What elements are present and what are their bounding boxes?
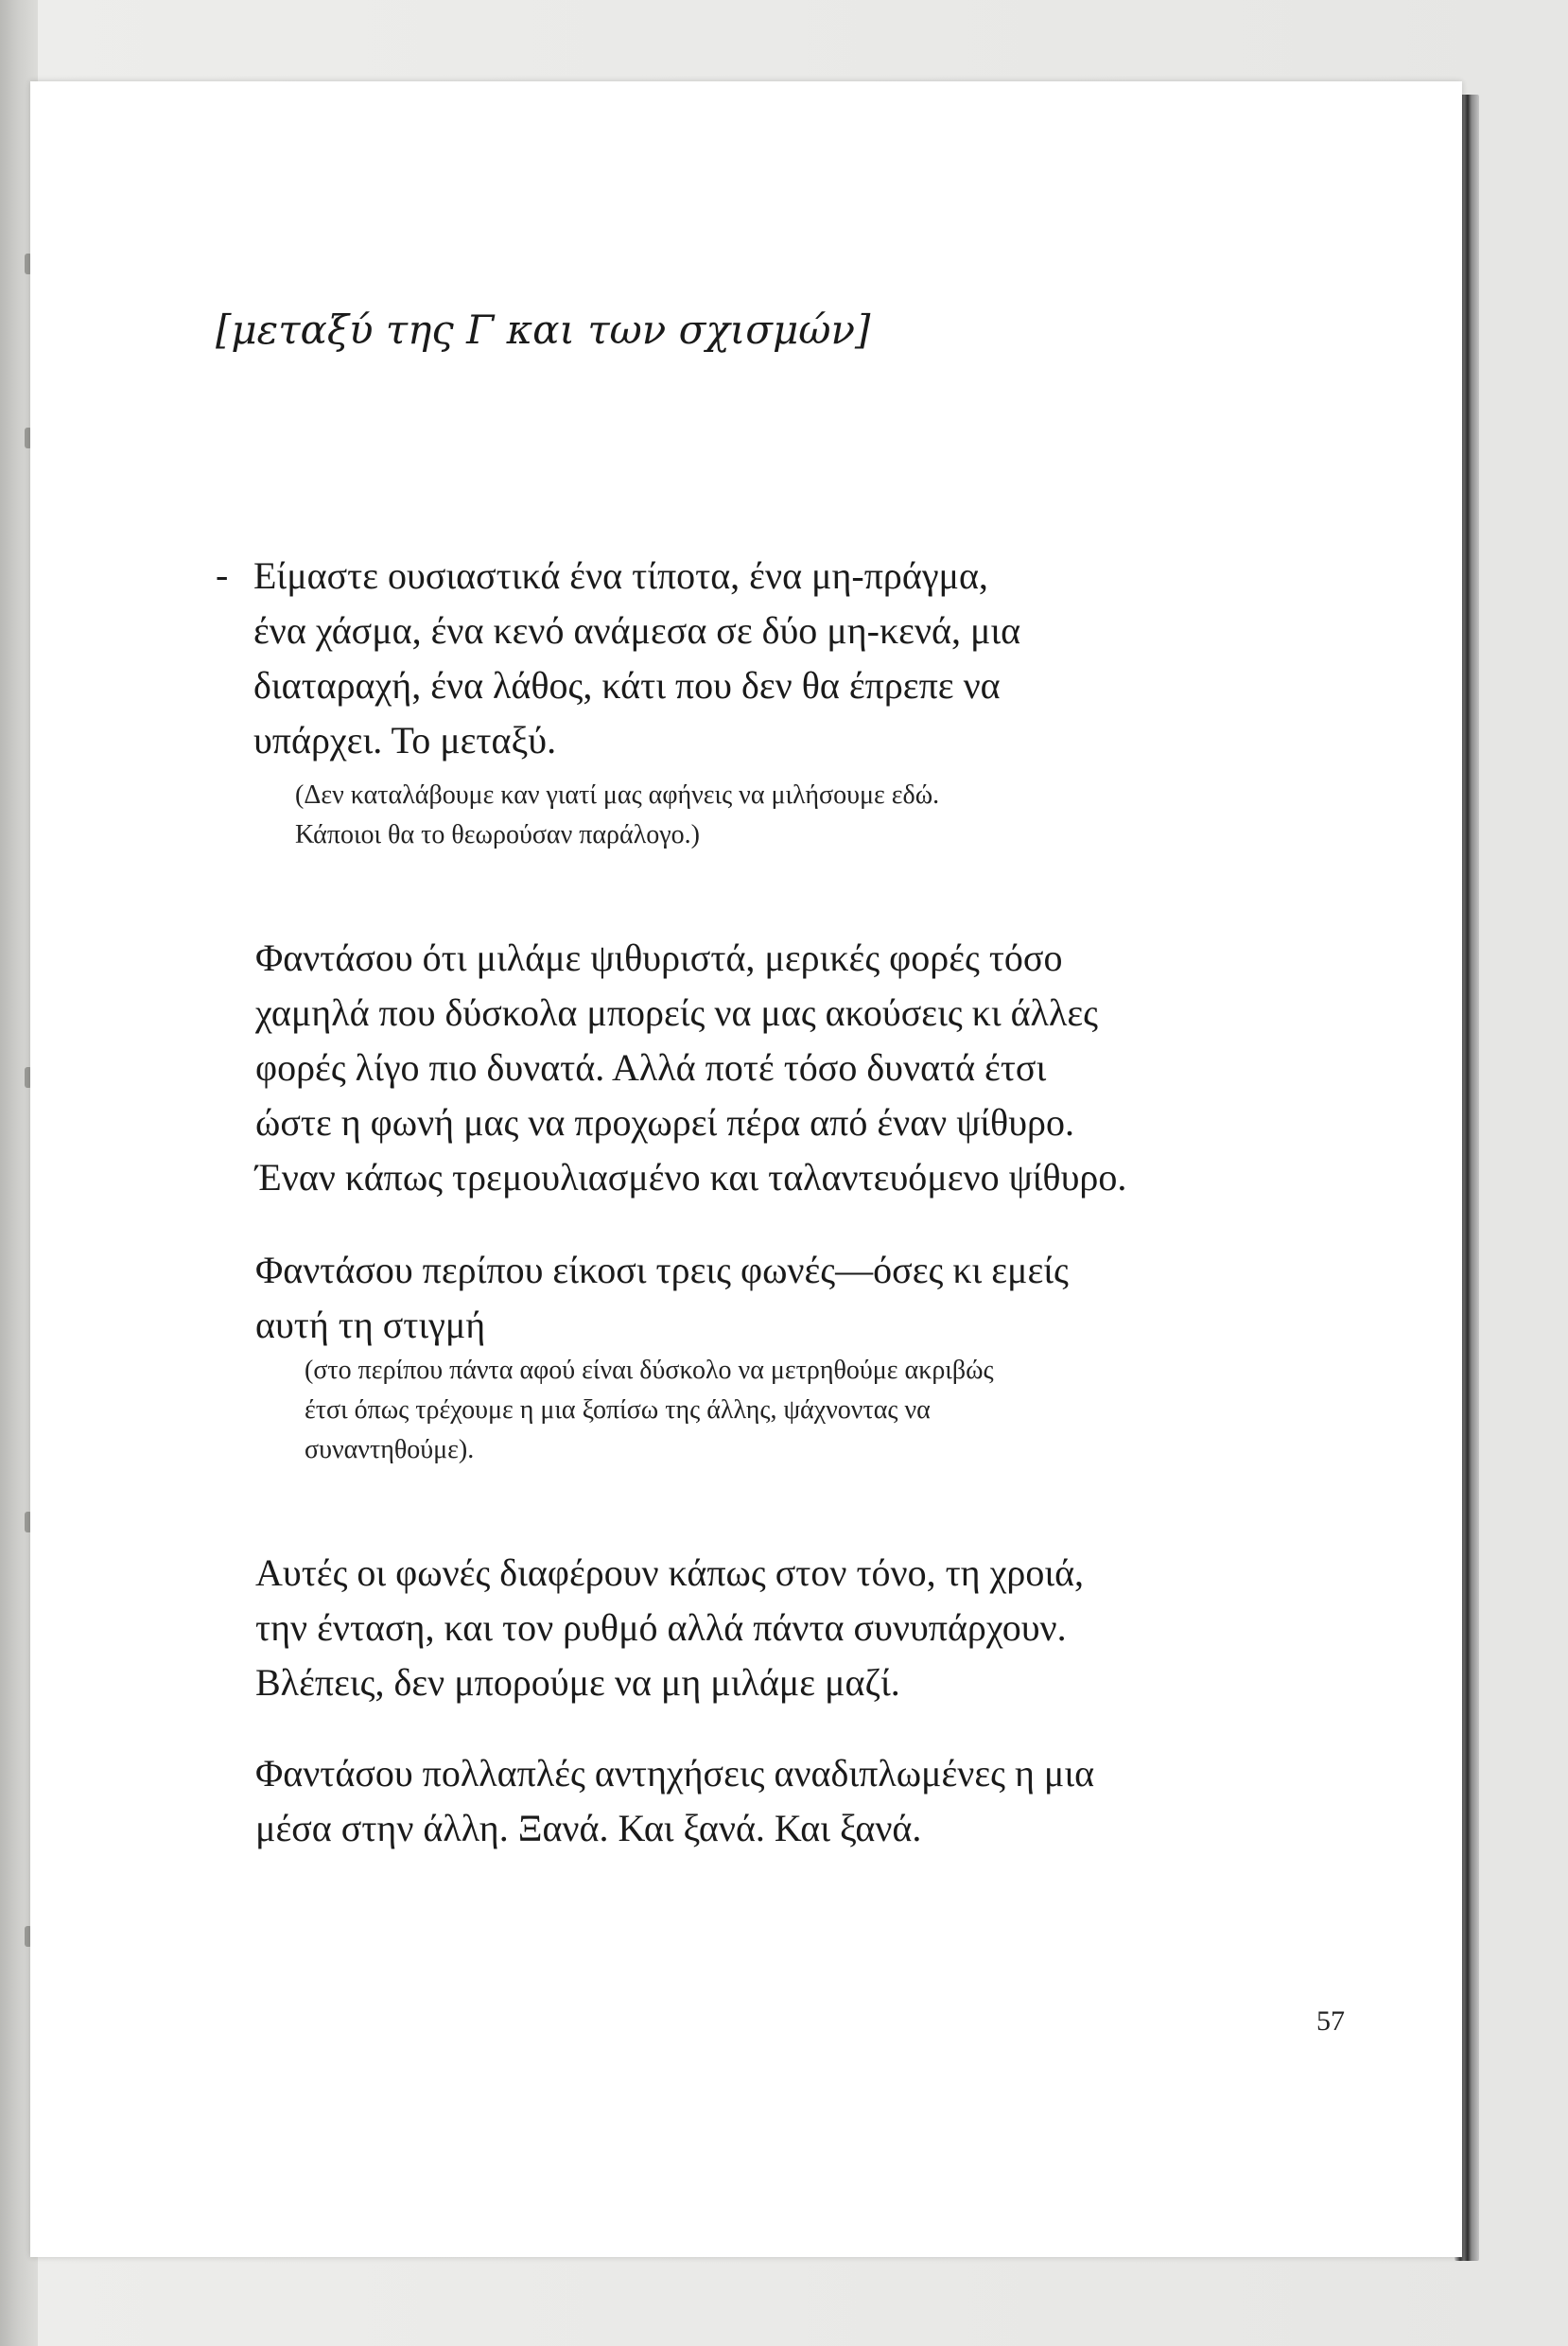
text-line: Φαντάσου περίπου είκοσι τρεις φωνές—όσες κι εμείς: [255, 1249, 1069, 1291]
text-line: ένα χάσμα, ένα κενό ανάμεσα σε δύο μη-κενά, μια: [253, 609, 1021, 652]
paragraph-5: [255, 1746, 1371, 1856]
text-line: Έναν κάπως τρεμουλιασμένο και ταλαντευόμενο ψίθυρο.: [255, 1156, 1127, 1199]
aside-1: [295, 776, 1335, 855]
section-heading: [μεταξύ της Γ και των σχισμών]: [216, 306, 871, 353]
text-line: Αυτές οι φωνές διαφέρουν κάπως στον τόνο, τη χροιά,: [255, 1551, 1085, 1594]
text-line: υπάρχει. Το μεταξύ.: [253, 719, 557, 762]
text-line: διαταραχή, ένα λάθος, κάτι που δεν θα έπρεπε να: [253, 664, 1001, 707]
text-line: Φαντάσου ότι μιλάμε ψιθυριστά, μερικές φορές τόσο: [255, 937, 1063, 979]
paragraph-4: [255, 1546, 1371, 1710]
page-number: 57: [1316, 2005, 1345, 2037]
aside-line: έτσι όπως τρέχουμε η μια ξοπίσω της άλλης, ψάχνοντας να: [305, 1395, 931, 1425]
text-line: ώστε η φωνή μας να προχωρεί πέρα από έναν ψίθυρο.: [255, 1101, 1074, 1144]
paragraph-3: [255, 1243, 1371, 1353]
aside-line: (Δεν καταλάβουμε καν γιατί μας αφήνεις να μιλήσουμε εδώ.: [295, 780, 940, 810]
aside-line: (στο περίπου πάντα αφού είναι δύσκολο να μετρηθούμε ακριβώς: [305, 1356, 994, 1385]
text-line: την ένταση, και τον ρυθμό αλλά πάντα συνυπάρχουν.: [255, 1606, 1067, 1649]
paragraph-1: [253, 549, 1369, 768]
text-line: χαμηλά που δύσκολα μπορείς να μας ακούσεις κι άλλες: [255, 991, 1098, 1034]
aside-line: Κάποιοι θα το θεωρούσαν παράλογο.): [295, 820, 700, 849]
aside-line: συναντηθούμε).: [305, 1435, 475, 1464]
text-line: Βλέπεις, δεν μπορούμε να μη μιλάμε μαζί.: [255, 1661, 900, 1704]
text-line: Είμαστε ουσιαστικά ένα τίποτα, ένα μη-πράγμα,: [253, 554, 988, 597]
text-line: φορές λίγο πιο δυνατά. Αλλά ποτέ τόσο δυνατά έτσι: [255, 1046, 1047, 1089]
text-line: Φαντάσου πολλαπλές αντηχήσεις αναδιπλωμένες η μια: [255, 1752, 1095, 1795]
aside-2: [305, 1351, 1345, 1470]
dialogue-dash: -: [216, 553, 229, 596]
text-line: αυτή τη στιγμή: [255, 1304, 486, 1346]
paragraph-2: [255, 931, 1371, 1205]
book-page: [30, 81, 1462, 2257]
text-line: μέσα στην άλλη. Ξανά. Και ξανά. Και ξανά.: [255, 1807, 922, 1849]
